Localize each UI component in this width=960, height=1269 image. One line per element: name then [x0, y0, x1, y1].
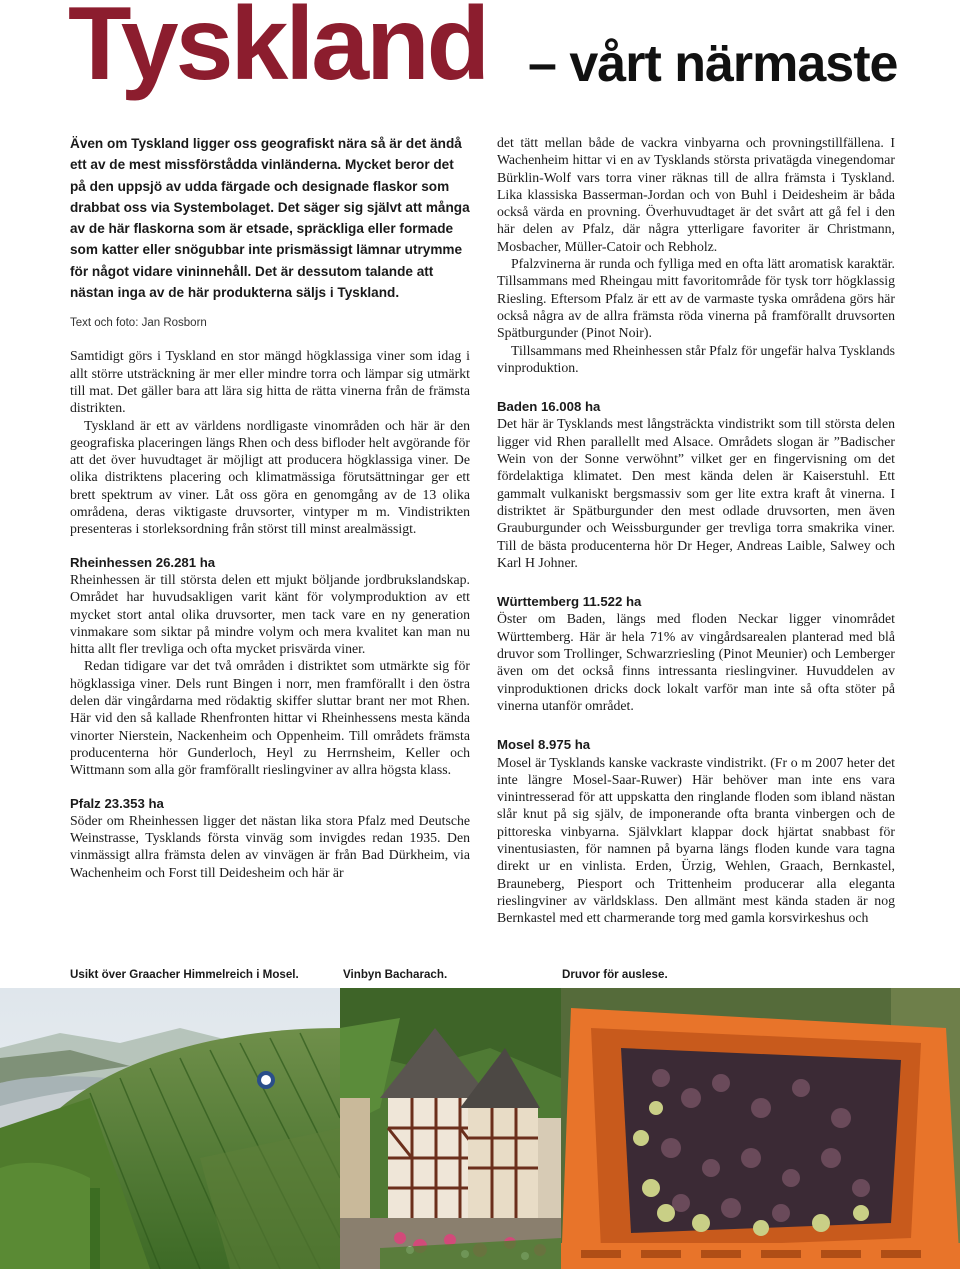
paragraph: Tyskland är ett av världens nordligaste vinområden och här är den geografiska placeringen längs Rhen och dess bifloder helt avgörande för att det över huvudtaget är möjligt att producera högklassiga viner. De olika distriktens placering och klimatmässiga förutsättningar ger ett brett spektrum av viner. Låt oss göra en genomgång av de 13 olika områdena, deras viktigaste druvsorter, vintyper m m. Vindistrikten presenteras i storleksordning från störst till minst arealmässigt.: [70, 417, 470, 537]
paragraph: Öster om Baden, längs med floden Neckar ligger vinområdet Württemberg. Här är hela 71% av vingårdsarealen planterad med blå druvor som Trollinger, Schwarzriesling (Pinot Meunier) och Lemberger även om det också finns intressanta rieslingviner. Huvuddelen av vinproduktionen dricks dock lokalt varför man inte så ofta stöter på vinerna utanför området.: [497, 611, 895, 713]
right-body: [497, 134, 895, 926]
page-subtitle: – vårt närmaste: [528, 35, 898, 93]
paragraph: Mosel är Tysklands kanske vackraste vindistrikt. (Fr o m 2007 heter det inte längre Mosel-Saar-Ruwer) Här behöver man inte ens vara vinintresserad för att uppskatta den ringlande floden som ibland nästan slår knut på sig själv, de imponerande ofta branta vinbergen och de pittoreska vinbyarna. Självklart klappar dock hjärtat snabbast för vinentusiasten, för namnen på byarna längs floden kunde vara tagna direkt ur en vinlista. Erden, Ürzig, Wehlen, Graach, Bernkastel, Brauneberg, Piesport och Trittenheim producerar alla eleganta rieslingviner av världsklass. Den allmänt mest kända staden är nog Bernkastel med ett charmerande torg med gamla korsvirkeshus och: [497, 754, 895, 926]
paragraph: Redan tidigare var det två områden i distriktet som utmärkte sig för högklassiga viner. Dels runt Bingen i norr, men framförallt i den östra delen där vingårdarna med rödaktig skiffer sluttar brant ner mot Rhen. Här vid den så kallade Rhenfronten hittar vi Rheinhessens mesta kända vinorter Nierstein, Nackenheim och Oppenheim. Till områdets främsta producenterna hör Gunderloch, Heyl zu Herrnsheim, Keller och Wittmann som alla gör framförallt rieslingviner av allra högsta klass.: [70, 658, 470, 778]
caption-photo-1: Usikt över Graacher Himmelreich i Mosel.: [70, 968, 299, 981]
left-body: [70, 347, 470, 881]
left-column: [70, 133, 470, 881]
paragraph: det tätt mellan både de vackra vinbyarna och provningstillfällena. I Wachenheim hittar vi en av Tysklands största privatägda vinegendomar Bürklin-Wolf vars torra viner räknas till de allra främsta i Tyskland. Lika klassiska Basserman-Jordan och von Buhl i Deidesheim är båda också värda en provning. Överhuvudtaget är det svårt att gå fel i den här delen av Pfalz, där några ytterligare favoriter är Christmann, Mosbacher, Müller-Catoir och Rebholz.: [497, 135, 895, 254]
caption-photo-3: Druvor för auslese.: [562, 968, 668, 981]
page-title: Tyskland: [68, 0, 488, 102]
section-heading-wurttemberg: Württemberg 11.522 ha: [497, 594, 642, 610]
paragraph: Tillsammans med Rheinhessen står Pfalz för ungefär halva Tysklands vinproduktion.: [497, 342, 895, 375]
paragraph: Samtidigt görs i Tyskland en stor mängd högklassiga viner som idag i allt större utsträckning är mer eller mindre torra och lämpar sig utmärkt till mat. Det gäller bara att lära sig hitta de rätta vinerna från de främsta distrikten.: [70, 348, 470, 416]
byline: Text och foto: Jan Rosborn: [70, 317, 207, 330]
paragraph: Söder om Rheinhessen ligger det nästan lika stora Pfalz med Deutsche Weinstrasse, Tysklands första vinväg som invigdes redan 1935. Den vinmässigt allra främsta delen av vinvägen är från Bad Dürkheim, via Wachenheim och Forst till Deidesheim och här är: [70, 812, 470, 880]
photo-bacharach: [340, 988, 561, 1269]
photo-mosel-vineyard: [0, 988, 340, 1269]
paragraph: Rheinhessen är till största delen ett mjukt böljande jordbrukslandskap. Området har huvudsakligen varit känt för volymproduktion av ett mycket stort antal olika druvsorter, men tack vare en ny generation vinmakare som siktar på mindre volym och mera kvalitet kan man nu hitta allt fler trevliga och ofta mycket prisvärda viner.: [70, 571, 470, 657]
photo-grapes-crate: [561, 988, 960, 1269]
section-heading-rheinhessen: Rheinhessen 26.281 ha: [70, 554, 216, 570]
section-heading-pfalz: Pfalz 23.353 ha: [70, 795, 164, 811]
section-heading-baden: Baden 16.008 ha: [497, 399, 601, 415]
section-heading-mosel: Mosel 8.975 ha: [497, 737, 591, 753]
caption-photo-2: Vinbyn Bacharach.: [343, 968, 448, 981]
paragraph: Pfalzvinerna är runda och fylliga med en ofta lätt aromatisk karaktär. Tillsammans med Rheingau mitt favoritområde för tysk torr högklassig Riesling. Eftersom Pfalz är ett av de varmaste tyska områdena görs här också några av de allra främsta röda vinerna på framförallt druvsorten Spätburgunder (Pinot Noir).: [497, 256, 895, 341]
ingress: Även om Tyskland ligger oss geografiskt nära så är det ändå ett av de mest missförstådda vinländerna. Mycket beror det på den uppsjö av udda färgade och designade flaskor som drabbat oss via Systembolaget. Det säger sig självt att många av de här flaskorna som är etsade, spräckliga eller formade som katter eller snögubbar inte prismässigt lämnar utrymme för något vidare vininnehåll. Det är dessutom talande att nästan inga av de här produkterna säljs i Tyskland.: [70, 136, 470, 301]
right-column: [497, 134, 895, 926]
paragraph: Det här är Tysklands mest långsträckta vindistrikt som till största delen ligger vid Rhen parallellt med Alsace. Områdets slogan är ”Badischer Wein von der Sonne verwöhnt” vilket ger en fingervisning om det fördelaktiga klimatet. Den mest kända delen är Kaiserstuhl. Ett gammalt vulkaniskt bergsmassiv som ger lite extra kraft åt vinerna. I distriktet är Spätburgunder den mest odlade druvsorten, men även Grauburgunder och Weissburgunder ger trevliga torra smakrika viner. Till de bästa producenterna hör Dr Heger, Andreas Laible, Salwey och Karl H Johner.: [497, 416, 895, 570]
